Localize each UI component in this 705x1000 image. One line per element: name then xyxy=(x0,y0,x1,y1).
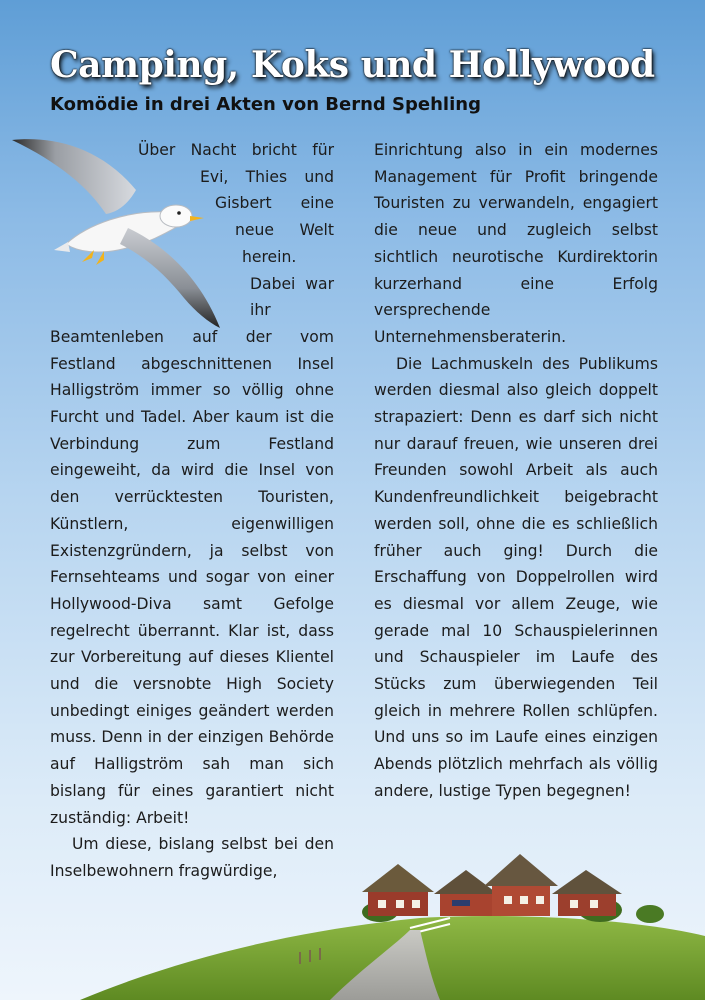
page-subtitle: Komödie in drei Akten von Bernd Spehling xyxy=(50,94,481,115)
text-column-right xyxy=(374,137,658,805)
landscape-illustration xyxy=(0,840,705,1000)
seagull-wrap-area xyxy=(50,297,250,324)
seagull-wrap-area xyxy=(50,190,200,217)
right-paragraph-2: Die Lachmuskeln des Publikums werden diesmal also gleich doppelt strapaziert: Denn es darf sich nicht nur darauf freuen, wie unseren drei Freunden sowohl Arbeit als auch Kundenfreundlichkeit beigebracht werden soll, ohne die es schließlich früher auch ging! Durch die Erschaffung von Doppelrollen wird es diesmal vor allem Zeuge, wie gerade mal 10 Schauspielerinnen und Schauspieler im Laufe des Stücks zum überwiegenden Teil gleich in mehrere Rollen schlüpfen. Und uns so im Laufe eines einzigen Abends plötzlich mehrfach als völlig andere, lustige Typen begegnen! xyxy=(374,354,658,800)
seagull-wrap-area xyxy=(50,244,235,271)
seagull-wrap-area xyxy=(50,217,215,244)
seagull-wrap-area xyxy=(50,137,138,164)
left-paragraph-2: Um diese, bislang selbst bei den Inselbewohnern fragwürdige, xyxy=(50,835,334,880)
right-paragraph-1: Einrichtung also in ein modernes Management für Profit bringende Touristen zu verwandeln, engagiert die neue und zugleich selbst sichtlich neurotische Kurdirektorin kurzerhand eine Erfolg versprechende Unternehmensberaterin. xyxy=(374,141,658,346)
page-title: Camping, Koks und Hollywood xyxy=(50,44,655,86)
seagull-wrap-area xyxy=(50,270,242,297)
left-paragraph-1: Über Nacht bricht für Evi, Thies und Gisbert eine neue Welt herein. Dabei war ihr Beamtenleben auf der vom Festland abgeschnittenen Insel Halligström immer so völlig ohne Furcht und Tadel. Aber kaum ist die Verbindung zum Festland eingeweiht, da wird die Insel von den verrücktesten Touristen, Künstlern, eigenwilligen Existenzgründern, ja selbst von Fernsehteams und sogar von einer Hollywood-Diva samt Gefolge regelrecht überrannt. Klar ist, dass zur Vorbereitung auf dieses Klientel und die versnobte High Society unbedingt einiges geändert werden muss. Denn in der einzigen Behörde auf Halligström sah man sich bislang für eines garantiert nicht zuständig: Arbeit! xyxy=(50,141,334,827)
seagull-wrap-area xyxy=(50,164,138,191)
text-column-left xyxy=(50,137,334,885)
